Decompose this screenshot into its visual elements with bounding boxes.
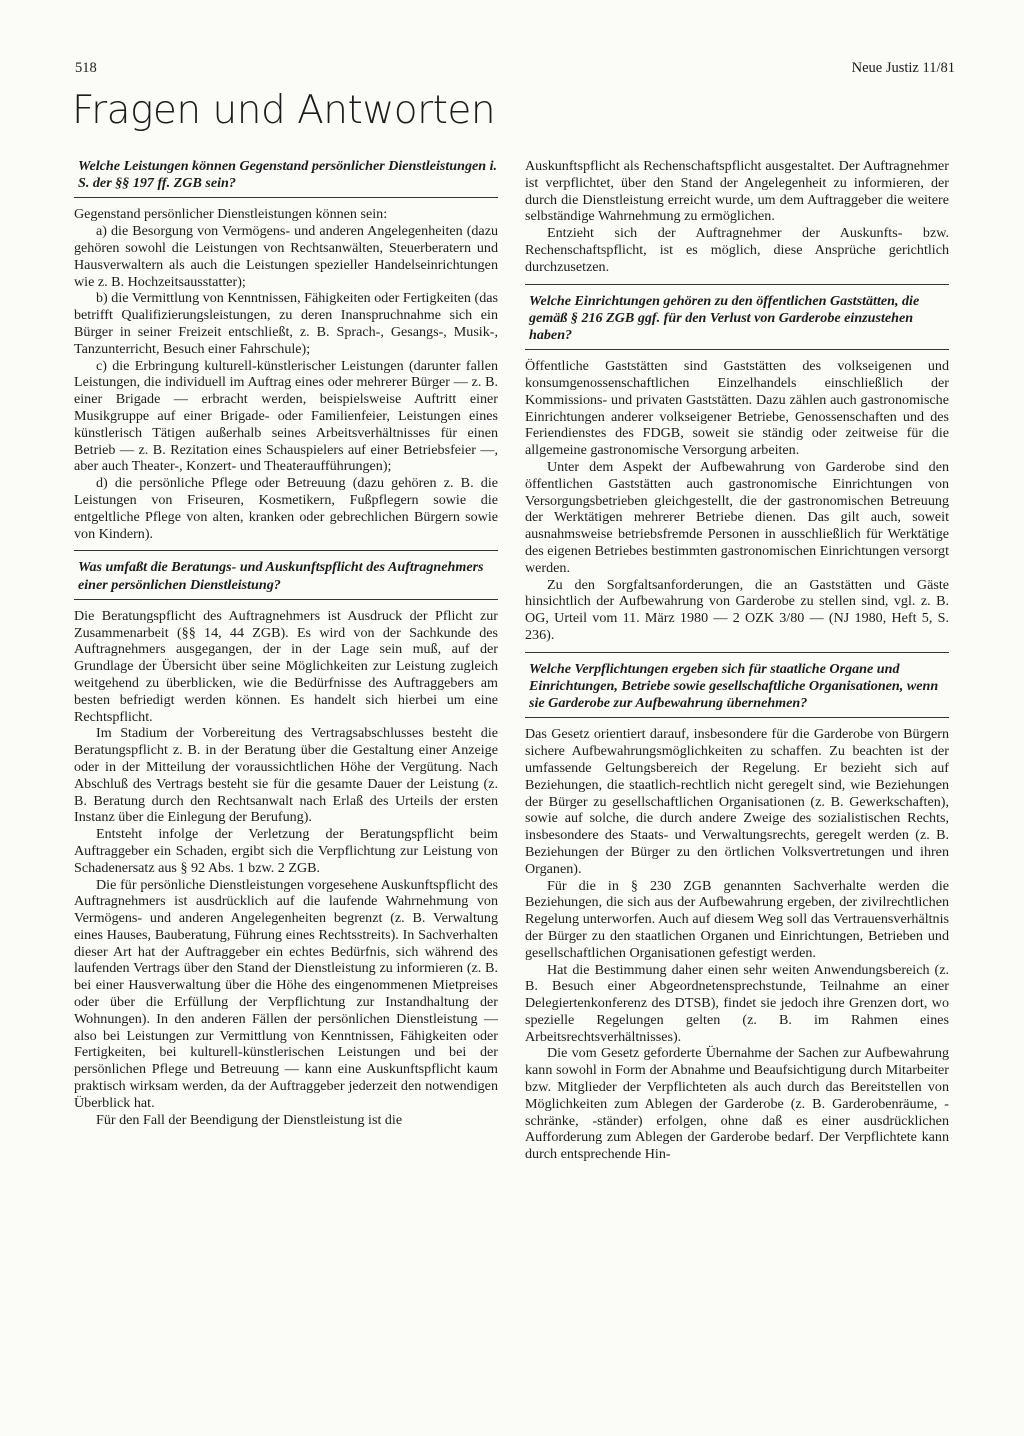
list-item-d: d) die persönliche Pflege oder Betreuung (dazu gehören z. B. die Leistungen von Friseuren, Kosmetikern, Fußpflegern sowie die entgeltliche Pflege von alten, kranken oder gebrechlichen Bürgern sowie von Kindern). (74, 475, 498, 542)
answer-paragraph: Öffentliche Gaststätten sind Gaststätten des volkseigenen und konsumgenossenschaftlichen Einzelhandels einschließlich der Kommissions- und privaten Gaststätten. Dazu zählen auch gastronomische Einrichtungen anderer volkseigener Betriebe, Genossenschaften und des Feriendienstes des FDGB, soweit sie ständig oder zeitweise für die allgemeine gastronomische Versorgung arbeiten. (525, 358, 949, 459)
question-block-2 (74, 559, 498, 1128)
answer-paragraph: Hat die Bestimmung daher einen sehr weiten Anwendungsbereich (z. B. Besuch einer Abgeordnetensprechstunde, Teilnahme an einer Delegiertenkonferenz des DTSB), findet sie jedoch ihre Grenzen dort, wo spezielle Regelungen gelten (z. B. im Rahmen eines Arbeitsrechtsverhältnisses). (525, 961, 949, 1045)
answer-paragraph: Das Gesetz orientiert darauf, insbesondere für die Garderobe von Bürgern sichere Aufbewahrungsmöglichkeiten zu schaffen. Zu beachten ist der umfassende Geltungsbereich der Regelung. Er bezieht sich auf Beziehungen, die staatlich-rechtlich nicht geregelt sind, wie Beziehungen der Bürger zu gesellschaftlichen Organisationen (z. B. Gewerkschaften), sowie auf solche, die durch andere Zweige des sozialistischen Rechts, insbesondere des Staats- und Verwaltungsrechts, geregelt werden (z. B. Beziehungen der Bürger zu den örtlichen Volksvertretungen und ihren Organen). (525, 726, 949, 877)
answer-paragraph: Entsteht infolge der Verletzung der Beratungspflicht beim Auftraggeber ein Schaden, ergibt sich die Verpflichtung zur Leistung von Schadenersatz aus § 92 Abs. 1 bzw. 2 ZGB. (74, 826, 498, 876)
page-number: 518 (75, 60, 97, 76)
continued-answer (525, 158, 949, 276)
page-header (75, 60, 955, 82)
question-block-1 (74, 158, 498, 542)
answer-paragraph: Die für persönliche Dienstleistungen vorgesehene Auskunftspflicht des Auftragnehmers ist ausdrücklich auf die laufende Wahrnehmung von Vermögens- und anderen Angelegenheiten begrenzt (z. B. Verwaltung eines Hauses, Bauberatung, Führung eines Rechtsstreits). In Sachverhalten dieser Art hat der Auftraggeber ein echtes Bedürfnis, sich während des laufenden Vertrags über den Stand der Dienstleistung zu informieren (z. B. bei einer Hausverwaltung über die Höhe des eingenommenen Mietpreises oder über die Erfüllung der Verpflichtung zur Instandhaltung der Wohnungen). In den anderen Fällen der persönlichen Dienstleistung — also bei Leistungen zur Vermittlung von Kenntnissen, Fähigkeiten oder Fertigkeiten, bei kulturell-künstlerischen Leistungen und bei der persönlichen Pflege und Betreuung — kann eine Auskunftspflicht kaum praktisch wirksam werden, da der Auftraggeber jederzeit den notwendigen Überblick hat. (74, 876, 498, 1111)
question-heading: Welche Leistungen können Gegenstand persönlicher Dienstleistungen i. S. der §§ 197 ff. ZGB sein? (74, 158, 498, 198)
question-heading: Welche Verpflichtungen ergeben sich für staatliche Organe und Einrichtungen, Betriebe sowie gesellschaftliche Organisationen, wenn sie Garderobe zur Aufbewahrung übernehmen? (525, 661, 949, 719)
question-heading: Welche Einrichtungen gehören zu den öffentlichen Gaststätten, die gemäß § 216 ZGB ggf. für den Verlust von Garderobe einzustehen haben? (525, 293, 949, 351)
answer-paragraph: Auskunftspflicht als Rechenschaftspflicht ausgestaltet. Der Auftragnehmer ist verpflichtet, über den Stand der Angelegenheit zu informieren, der durch die Dienstleistung erreicht wurde, um dem Auftraggeber die weitere selbständige Wahrnehmung zu ermöglichen. (525, 158, 949, 225)
rubric-title: Fragen und Antworten (72, 88, 496, 133)
journal-reference: Neue Justiz 11/81 (851, 60, 955, 76)
right-column (525, 158, 949, 1163)
answer-paragraph: Die Beratungspflicht des Auftragnehmers ist Ausdruck der Pflicht zur Zusammenarbeit (§§ 14, 44 ZGB). Es wird von der Sachkunde des Auftragnehmers ausgegangen, der in der Lage sein muß, auf der Grundlage der Übersicht über seine Möglichkeiten zur Leistung zugleich weitgehend zu überblicken, wie die Bedürfnisse des Auftraggebers am besten befriedigt werden können. Es handelt sich hierbei um eine Rechtspflicht. (74, 607, 498, 725)
list-item-a: a) die Besorgung von Vermögens- und anderen Angelegenheiten (dazu gehören sowohl die Leistungen von Rechtsanwälten, Steuerberatern und Hausverwaltern als auch die Leistungen spezieller Handelseinrichtungen wie z. B. Hochzeitsausstatter); (74, 223, 498, 290)
list-item-b: b) die Vermittlung von Kenntnissen, Fähigkeiten oder Fertigkeiten (das betrifft Qualifizierungsleistungen, zu deren Inanspruchnahme sich ein Bürger in seiner Freizeit entschließt, z. B. Sprach-, Gesangs-, Musik-, Tanzunterricht, Besuch einer Fahrschule); (74, 290, 498, 357)
answer-paragraph: Für den Fall der Beendigung der Dienstleistung ist die (96, 1111, 403, 1128)
question-heading: Was umfaßt die Beratungs- und Auskunftspflicht des Auftragnehmers einer persönlichen Dienstleistung? (74, 559, 498, 599)
section-divider (74, 550, 498, 551)
question-block-3 (525, 293, 949, 644)
answer-intro: Gegenstand persönlicher Dienstleistungen können sein: (74, 206, 388, 223)
question-block-4 (525, 661, 949, 1163)
answer-paragraph: Für die in § 230 ZGB genannten Sachverhalte werden die Beziehungen, die sich aus der Aufbewahrung ergeben, der zivilrechtlichen Regelung unterworfen. Auch auf diesem Weg soll das Vertrauensverhältnis der Bürger zu den staatlichen Organen und Einrichtungen, Betrieben und gesellschaftlichen Organisationen gefestigt werden. (525, 877, 949, 961)
answer-paragraph: Die vom Gesetz geforderte Übernahme der Sachen zur Aufbewahrung kann sowohl in Form der Abnahme und Beaufsichtigung durch Mitarbeiter bzw. Mitglieder der Verpflichteten als auch durch das Bereitstellen von Möglichkeiten zum Ablegen der Garderobe (z. B. Garderobenräume, -schränke, -ständer) erfolgen, ohne daß es einer ausdrücklichen Aufforderung zum Ablegen der Garderobe bedarf. Der Verpflichtete kann durch entsprechende Hin- (525, 1045, 949, 1163)
section-divider (525, 652, 949, 653)
answer-paragraph: Zu den Sorgfaltsanforderungen, die an Gaststätten und Gäste hinsichtlich der Aufbewahrung von Garderobe zu stellen sind, vgl. z. B. OG, Urteil vom 11. März 1980 — 2 OZK 3/80 — (NJ 1980, Heft 5, S. 236). (525, 576, 949, 643)
answer-paragraph: Unter dem Aspekt der Aufbewahrung von Garderobe sind den öffentlichen Gaststätten auch gastronomische Einrichtungen von Versorgungsbetrieben gleichgestellt, die der gastronomischen Betreuung der Werktätigen mehrerer Betriebe dienen. Das gilt auch, soweit ausnahmsweise betriebsfremde Personen in ausschließlich für Werktätige des eigenen Betriebes bestimmten gastronomischen Einrichtungen versorgt werden. (525, 458, 950, 576)
answer-paragraph: Entzieht sich der Auftragnehmer der Auskunfts- bzw. Rechenschaftspflicht, ist es möglich, diese Ansprüche gerichtlich durchzusetzen. (525, 225, 949, 275)
section-divider (525, 284, 949, 285)
list-item-c: c) die Erbringung kulturell-künstlerischer Leistungen (darunter fallen Leistungen, die individuell im Auftrag eines oder mehrerer Bürger — z. B. einer Brigade — erbracht werden, beispielsweise Auftritt einer Musikgruppe auf einer Brigade- oder Familienfeier, Leistungen eines künstlerisch Tätigen außerhalb seines Arbeitsverhältnisses für einen Betrieb — z. B. Rezitation eines Schauspielers auf einer Betriebsfeier —, aber auch Theater-, Konzert- und Theateraufführungen); (74, 357, 498, 475)
answer-paragraph: Im Stadium der Vorbereitung des Vertragsabschlusses besteht die Beratungspflicht z. B. in der Beratung über die Gestaltung einer Anzeige oder in der Mitteilung der voraussichtlichen Höhe der Vergütung. Nach Abschluß des Vertrags besteht sie für die gesamte Dauer der Leistung (z. B. Beratung durch den Rechtsanwalt nach Erlaß des Urteils der ersten Instanz über die Einlegung der Berufung). (74, 725, 498, 826)
left-column (74, 158, 498, 1128)
